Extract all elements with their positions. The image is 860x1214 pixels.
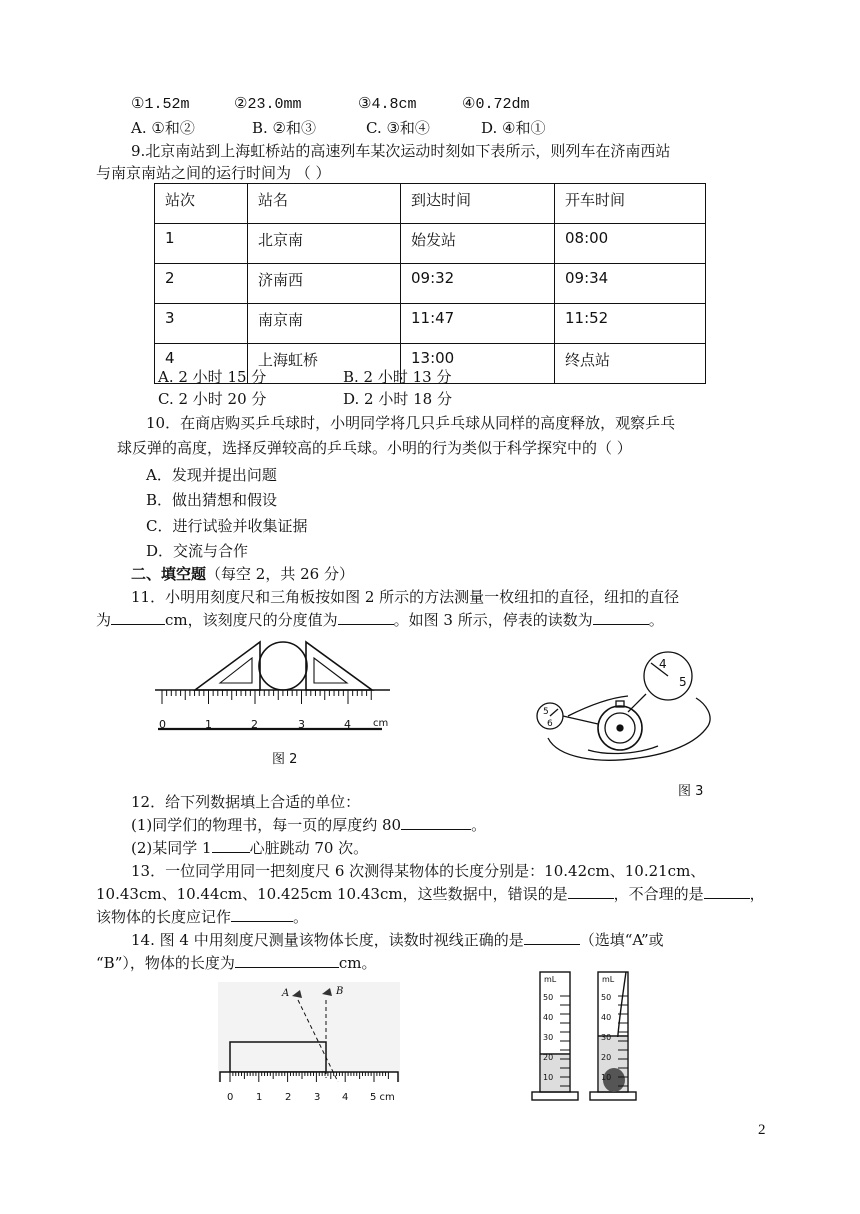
- timetable: [154, 183, 706, 384]
- table-cell: 终点站: [555, 344, 706, 384]
- q12-line-3: [131, 838, 368, 858]
- cylinder-tick-label: 40: [543, 1013, 554, 1022]
- table-cell: 3: [155, 304, 248, 344]
- q8-choice-d: D. ④和①: [481, 119, 546, 137]
- table-header: 到达时间: [401, 184, 555, 224]
- dial-label: 4: [659, 657, 667, 671]
- q13-line-2: [96, 884, 765, 904]
- table-cell: 上海虹桥: [248, 344, 401, 384]
- answer-blank[interactable]: [212, 838, 250, 853]
- ruler-tick-label: 1: [205, 718, 212, 731]
- q10-line-1: 10．在商店购买乒乓球时，小明同学将几只乒乓球从同样的高度释放，观察乒乓: [146, 414, 676, 432]
- q9-choice-a: A. 2 小时 15 分: [158, 368, 267, 386]
- dial-label: 5: [679, 675, 687, 689]
- q14-line-2: [96, 953, 377, 973]
- cylinder-unit: mL: [602, 975, 615, 984]
- q12-text: 心脏跳动 70 次。: [249, 839, 369, 857]
- button-circle: [259, 642, 307, 690]
- q10-line-2: 球反弹的高度，选择反弹较高的乒乓球。小明的行为类似于科学探究中的（ ）: [117, 439, 632, 457]
- ruler-tick-label: 3: [314, 1092, 321, 1103]
- q8-choice-c: C. ③和④: [366, 119, 430, 137]
- table-row: [155, 304, 706, 344]
- q13-text: 该物体的长度应记作: [96, 908, 232, 926]
- q9-line-1: 9.北京南站到上海虹桥站的高速列车某次运动时刻如下表所示，则列车在济南西站: [131, 142, 671, 160]
- table-cell: 13:00: [401, 344, 555, 384]
- q11-text: 。如图 3 所示，停表的读数为: [393, 611, 593, 629]
- cylinder-tick-label: 40: [601, 1013, 612, 1022]
- cylinder-tick-label: 50: [543, 993, 554, 1002]
- q9-choice-d: D. 2 小时 18 分: [343, 390, 452, 408]
- answer-blank[interactable]: [111, 610, 165, 625]
- q14-text: “B”），物体的长度为: [96, 954, 235, 972]
- answer-blank[interactable]: [593, 610, 649, 625]
- q12-text: (2)某同学 1: [131, 839, 212, 857]
- answer-blank[interactable]: [704, 884, 750, 899]
- ruler-tick-label: 3: [298, 718, 305, 731]
- section-title: 二、填空题: [131, 565, 207, 583]
- ruler-tick-label: 4: [342, 1092, 349, 1103]
- figure-2-ruler: [150, 636, 400, 736]
- q13-line-3: [96, 907, 308, 927]
- cylinder-tick-label: 50: [601, 993, 612, 1002]
- dial-label: 5: [543, 707, 549, 717]
- table-header: 站次: [155, 184, 248, 224]
- table-cell: 始发站: [401, 224, 555, 264]
- cylinder-tick-label: 10: [543, 1073, 554, 1082]
- figure-3-stopwatch: [528, 646, 718, 766]
- table-header: 开车时间: [555, 184, 706, 224]
- section-heading: [131, 564, 354, 584]
- answer-blank[interactable]: [231, 907, 293, 922]
- ruler-tick-label: 1: [256, 1092, 263, 1103]
- table-cell: 2: [155, 264, 248, 304]
- figure-2-caption: 图 2: [272, 752, 298, 767]
- figure-3-caption: 图 3: [678, 784, 704, 799]
- q11-line-1: 11．小明用刻度尺和三角板按如图 2 所示的方法测量一枚纽扣的直径，纽扣的直径: [131, 588, 680, 606]
- table-cell: 09:32: [401, 264, 555, 304]
- q10-choice-a: A．发现并提出问题: [146, 466, 277, 484]
- ruler-tick-label: 0: [227, 1092, 234, 1103]
- ruler-tick-label: 2: [285, 1092, 292, 1103]
- table-row: [155, 224, 706, 264]
- q11-text: 。: [648, 611, 664, 629]
- q13-text: 。: [293, 908, 309, 926]
- ruler-tick-label: 4: [344, 718, 351, 731]
- cylinder-tick-label: 30: [601, 1033, 612, 1042]
- table-cell: 11:52: [555, 304, 706, 344]
- q10-choice-d: D．交流与合作: [146, 542, 249, 560]
- q12-text: 。: [471, 816, 487, 834]
- page-number: 2: [758, 1122, 766, 1138]
- answer-blank[interactable]: [401, 815, 471, 830]
- figure-4-tick-labels: [218, 1070, 400, 1104]
- answer-blank[interactable]: [235, 953, 339, 968]
- q14-text: （选填“A”或: [579, 931, 664, 949]
- q11-text: 为: [96, 611, 112, 629]
- table-cell: 08:00: [555, 224, 706, 264]
- q11-text: cm，该刻度尺的分度值为: [165, 611, 338, 629]
- ruler-tick-label: 5 cm: [370, 1092, 395, 1103]
- q8-choice-b: B. ②和③: [252, 119, 317, 137]
- q14-line-1: [131, 930, 664, 950]
- cylinder-tick-label: 30: [543, 1033, 554, 1042]
- ruler-tick-label: 0: [159, 718, 166, 731]
- q13-line-1: 13．一位同学用同一把刻度尺 6 次测得某物体的长度分别是：10.42cm、10.21cm、: [131, 862, 706, 880]
- table-header: 站名: [248, 184, 401, 224]
- q11-line-2: [96, 610, 664, 630]
- q8-option-1: ①1.52m: [131, 96, 190, 113]
- graduated-cylinders: [530, 970, 640, 1102]
- cylinder-tick-label: 20: [601, 1053, 612, 1062]
- figure-4-ruler-block: [218, 982, 400, 1082]
- cylinder-tick-label: 20: [543, 1053, 554, 1062]
- q8-option-3: ③4.8cm: [358, 96, 417, 113]
- table-cell: 11:47: [401, 304, 555, 344]
- eye-label: B: [336, 986, 344, 997]
- q10-choice-c: C．进行试验并收集证据: [146, 517, 308, 535]
- q8-choice-a: A. ①和②: [131, 119, 195, 137]
- ruler-tick-label: 2: [251, 718, 258, 731]
- q12-line-1: 12．给下列数据填上合适的单位：: [131, 793, 361, 811]
- answer-blank[interactable]: [568, 884, 614, 899]
- dial-label: 6: [547, 719, 553, 729]
- q12-line-2: [131, 815, 486, 835]
- q10-choice-b: B．做出猜想和假设: [146, 491, 278, 509]
- cylinder-tick-label: 10: [601, 1073, 612, 1082]
- table-cell: 4: [155, 344, 248, 384]
- table-cell: 南京南: [248, 304, 401, 344]
- table-cell: 1: [155, 224, 248, 264]
- answer-blank[interactable]: [338, 610, 394, 625]
- eye-label: A: [282, 988, 290, 999]
- q8-option-4: ④0.72dm: [462, 96, 530, 113]
- answer-blank[interactable]: [524, 930, 580, 945]
- cylinder-unit: mL: [544, 975, 557, 984]
- table-cell: 济南西: [248, 264, 401, 304]
- q13-text: ，: [749, 885, 765, 903]
- q14-text: cm。: [338, 954, 377, 972]
- ruler-unit: cm: [373, 718, 389, 729]
- q9-choice-b: B. 2 小时 13 分: [343, 368, 452, 386]
- q13-text: 10.43cm、10.44cm、10.425cm 10.43cm，这些数据中，错误的是: [96, 885, 568, 903]
- q9-line-2: 与南京南站之间的运行时间为 （ ）: [96, 164, 331, 182]
- table-row: [155, 264, 706, 304]
- table-cell: 北京南: [248, 224, 401, 264]
- measured-block: [230, 1042, 326, 1072]
- section-note: （每空 2，共 26 分）: [206, 565, 354, 583]
- q13-text: ，不合理的是: [613, 885, 704, 903]
- q12-text: (1)同学们的物理书，每一页的厚度约 80: [131, 816, 402, 834]
- q14-text: 14. 图 4 中用刻度尺测量该物体长度，读数时视线正确的是: [131, 931, 524, 949]
- q8-option-2: ②23.0mm: [234, 96, 302, 113]
- table-cell: 09:34: [555, 264, 706, 304]
- q9-choice-c: C. 2 小时 20 分: [158, 390, 267, 408]
- table-header-row: [155, 184, 706, 224]
